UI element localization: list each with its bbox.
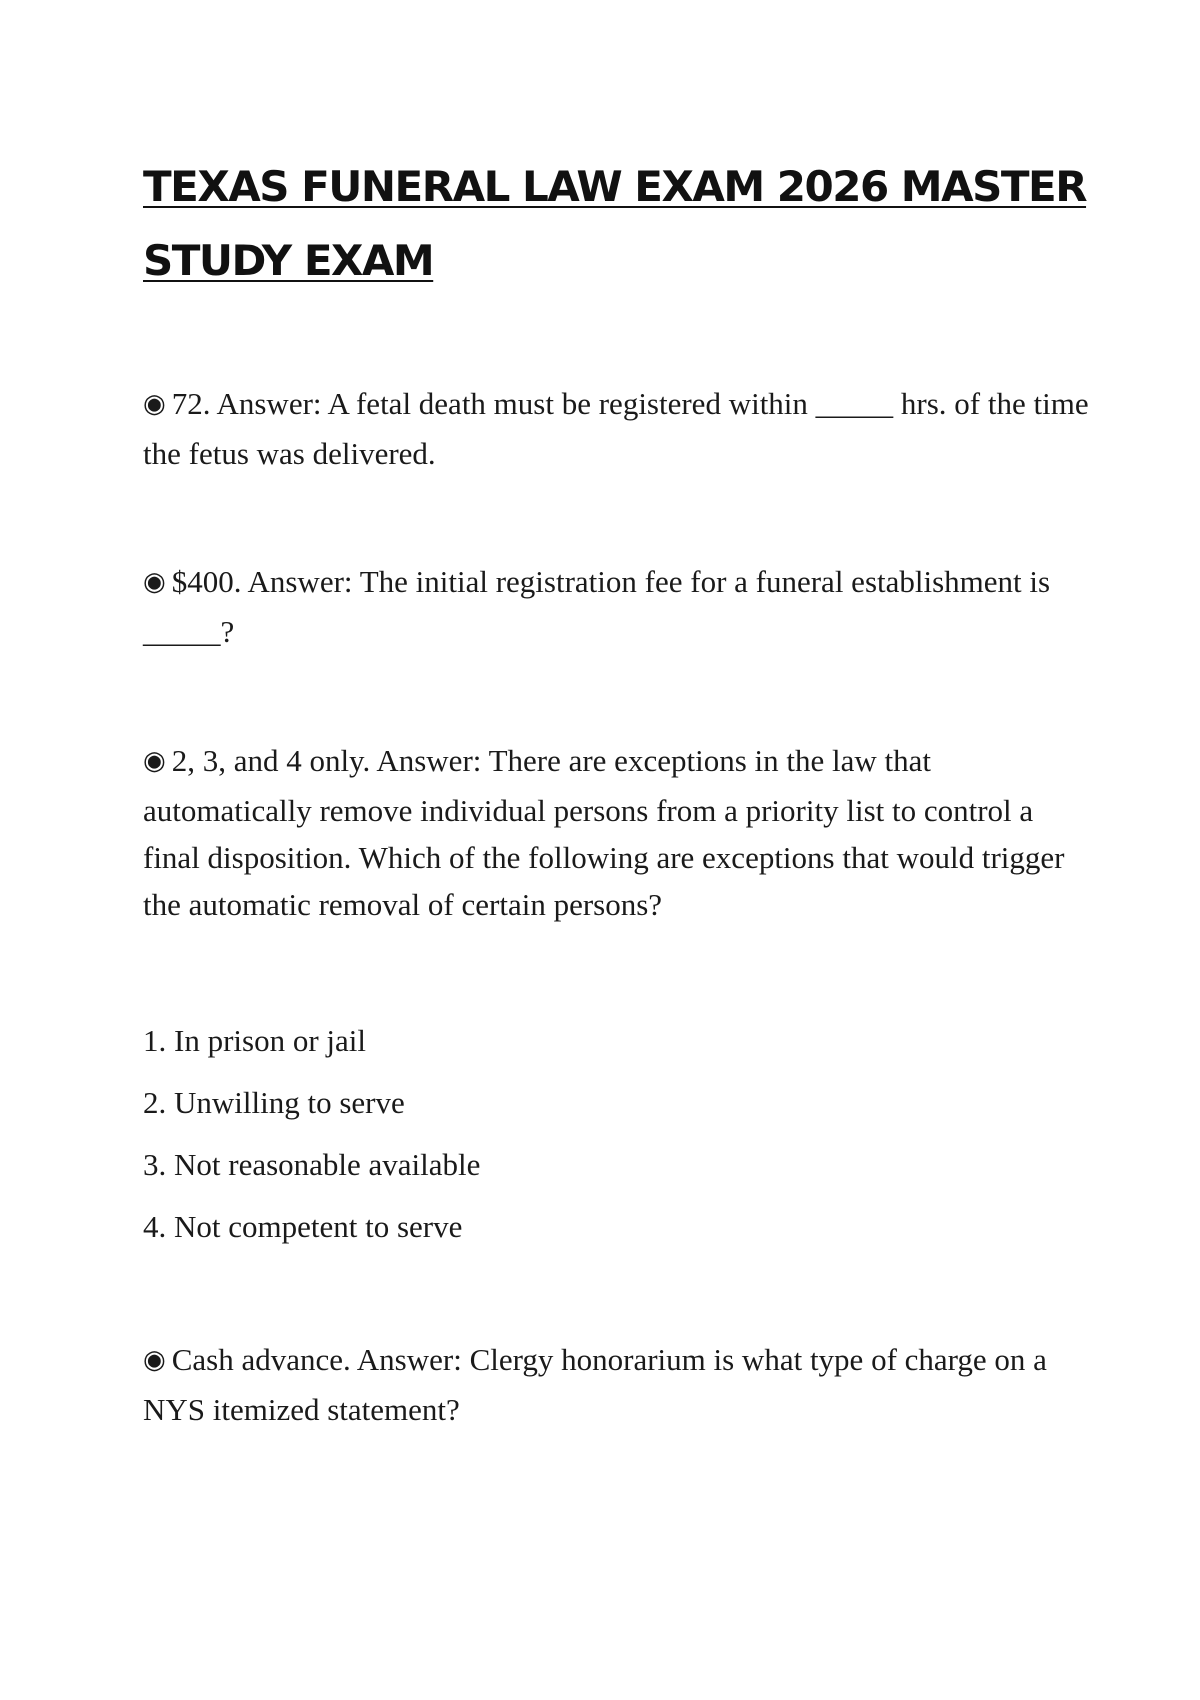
document-title (143, 150, 1093, 298)
option-item: 2. Unwilling to serve (143, 1085, 405, 1120)
radio-bullet-icon: ◉ (143, 389, 166, 419)
question-text: Answer: There are exceptions in the law that automatically remove individual persons from a priority list to control a final disposition. Which of the following are exceptions that would trigger the automatic removal of certain persons? (143, 743, 1065, 922)
question-text: Answer: The initial registration fee for a funeral establishment is _____? (143, 564, 1051, 649)
radio-bullet-icon: ◉ (143, 746, 166, 776)
answer-text: 2, 3, and 4 only. (171, 743, 371, 778)
document-page (143, 150, 1093, 1433)
title-line-1: TEXAS FUNERAL LAW EXAM 2026 MASTER (143, 162, 1087, 211)
answer-text: $400. (171, 564, 242, 599)
radio-bullet-icon: ◉ (143, 567, 166, 597)
question-item-1 (143, 380, 1093, 477)
answer-text: Cash advance. (171, 1342, 351, 1377)
question-item-4 (143, 1336, 1093, 1433)
radio-bullet-icon: ◉ (143, 1345, 166, 1375)
options-list (143, 1010, 1093, 1258)
option-item: 1. In prison or jail (143, 1023, 366, 1058)
question-item-2 (143, 558, 1093, 655)
option-item: 4. Not competent to serve (143, 1209, 463, 1244)
answer-text: 72. (171, 386, 211, 421)
question-text: Answer: Clergy honorarium is what type of charge on a NYS itemized statement? (143, 1342, 1047, 1427)
question-item-3 (143, 737, 1093, 928)
title-line-2: STUDY EXAM (143, 236, 434, 285)
question-text: Answer: A fetal death must be registered within _____ hrs. of the time the fetus was delivered. (143, 386, 1089, 471)
option-item: 3. Not reasonable available (143, 1147, 481, 1182)
